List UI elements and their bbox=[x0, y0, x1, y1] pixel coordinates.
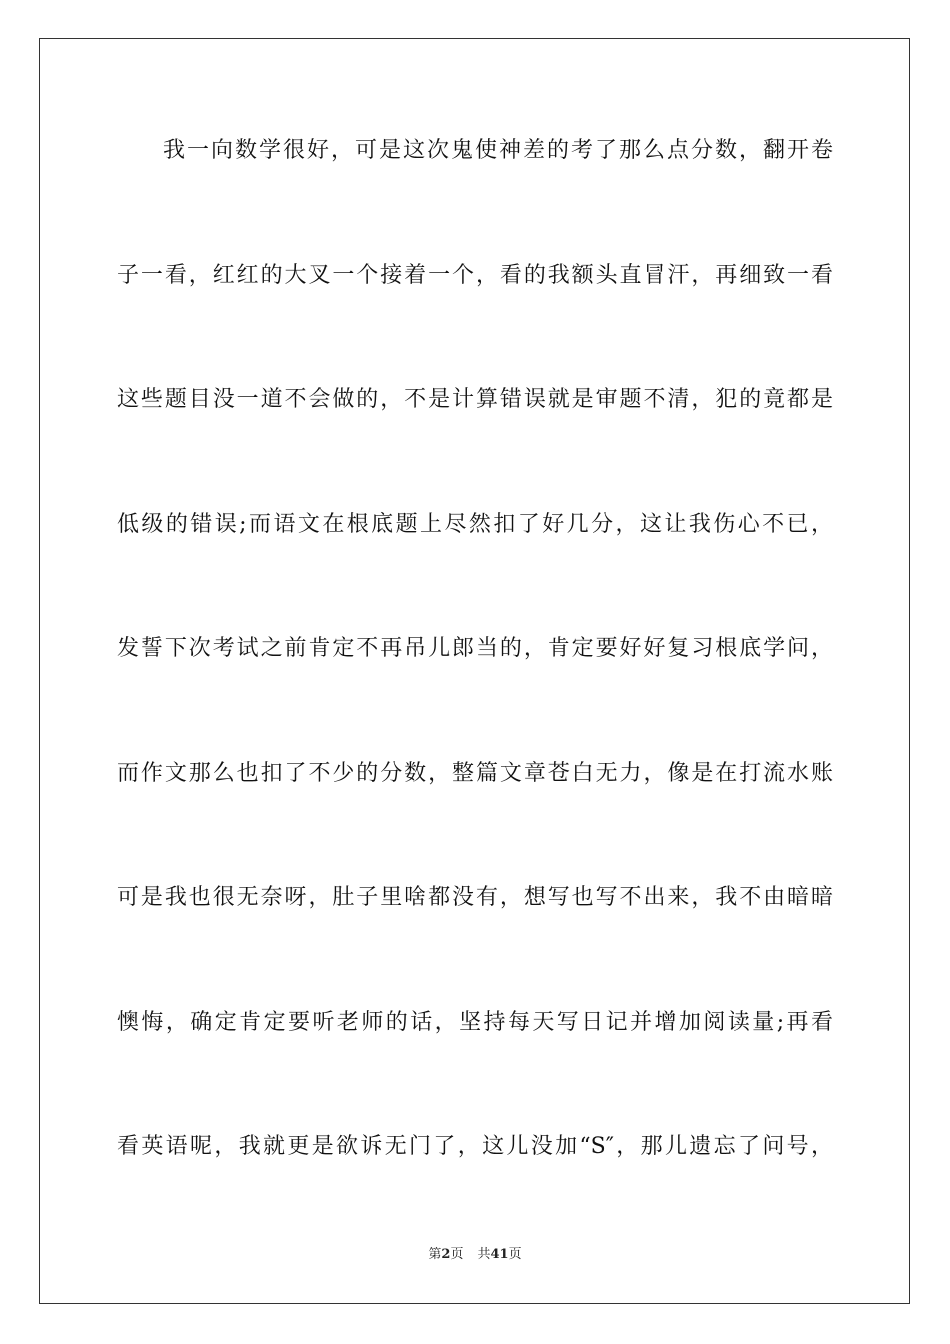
total-prefix: 共 bbox=[477, 1247, 491, 1262]
text-line-8: 懊悔，确定肯定要听老师的话，坚持每天写日记并增加阅读量;再看 bbox=[117, 1010, 833, 1035]
total-suffix: 页 bbox=[508, 1247, 522, 1262]
text-line-3: 这些题目没一道不会做的，不是计算错误就是审题不清，犯的竟都是 bbox=[117, 387, 833, 412]
page-suffix: 页 bbox=[450, 1247, 464, 1262]
text-line-4: 低级的错误;而语文在根底题上尽然扣了好几分，这让我伤心不已， bbox=[117, 512, 833, 537]
text-line-2: 子一看，红红的大叉一个接着一个，看的我额头直冒汗，再细致一看 bbox=[117, 263, 833, 288]
text-line-9: 看英语呢，我就更是欲诉无门了，这儿没加“S″，那儿遗忘了问号， bbox=[117, 1134, 833, 1159]
page-footer bbox=[0, 1246, 950, 1264]
page-border bbox=[39, 38, 910, 1304]
text-line-5: 发誓下次考试之前肯定不再吊儿郎当的，肯定要好好复习根底学问， bbox=[117, 636, 833, 661]
text-line-7: 可是我也很无奈呀，肚子里啥都没有，想写也写不出来，我不由暗暗 bbox=[117, 885, 833, 910]
page-prefix: 第 bbox=[428, 1247, 442, 1262]
text-line-1: 我一向数学很好，可是这次鬼使神差的考了那么点分数，翻开卷 bbox=[163, 138, 833, 163]
total-pages: 41 bbox=[490, 1247, 509, 1262]
page-number: 2 bbox=[441, 1247, 451, 1262]
text-line-6: 而作文那么也扣了不少的分数，整篇文章苍白无力，像是在打流水账 bbox=[117, 761, 833, 786]
